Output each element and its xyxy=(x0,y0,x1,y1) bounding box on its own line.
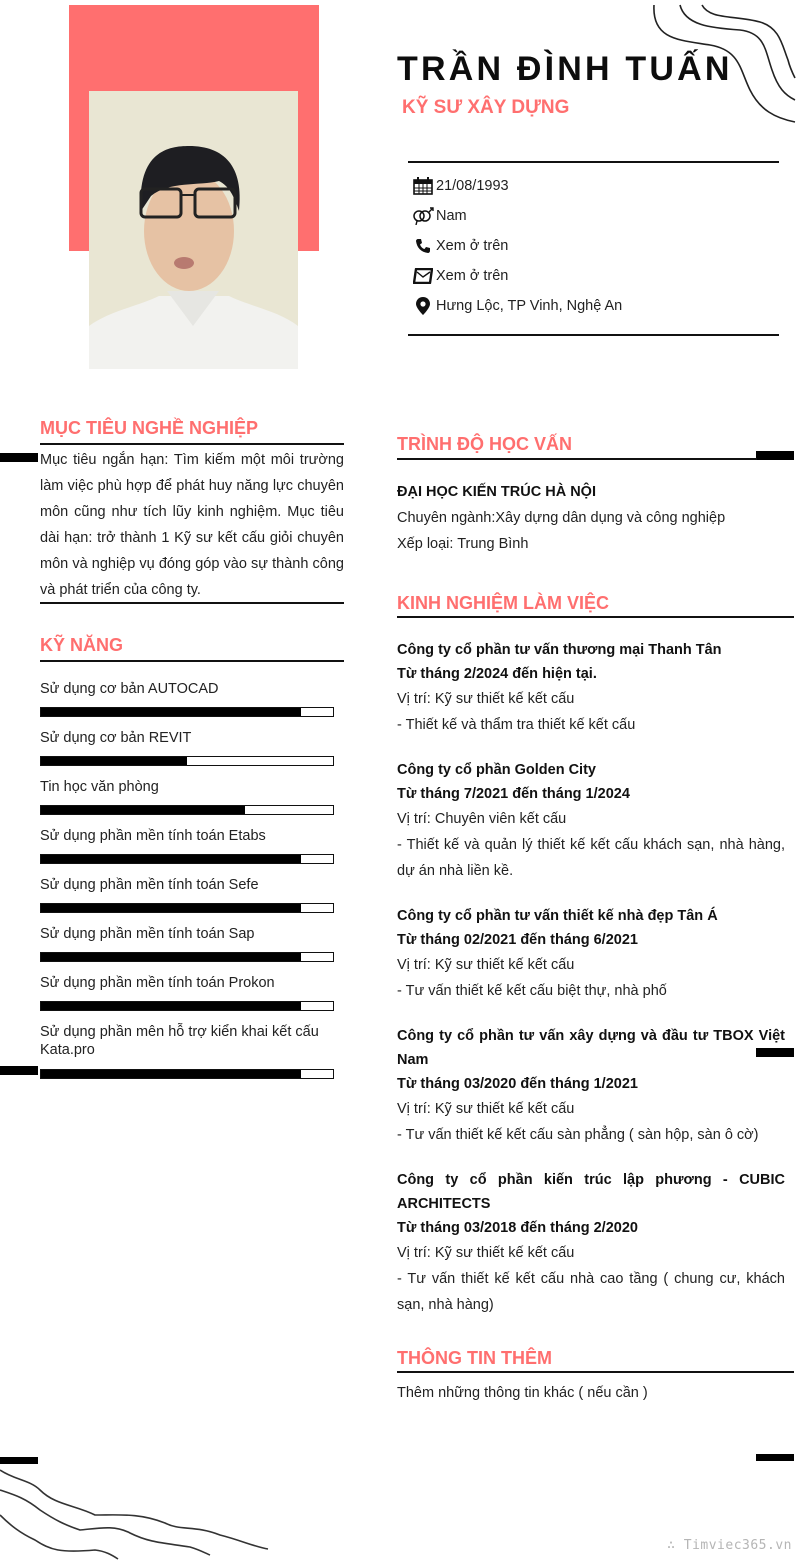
additional-text: Thêm những thông tin khác ( nếu cần ) xyxy=(397,1385,648,1401)
skill-level-bar xyxy=(40,1069,334,1079)
skill-level-bar xyxy=(40,854,334,864)
additional-title: THÔNG TIN THÊM xyxy=(397,1348,552,1368)
objective-title: MỤC TIÊU NGHỀ NGHIỆP xyxy=(40,418,259,438)
section-divider xyxy=(397,616,794,618)
contact-birthdate: 21/08/1993 xyxy=(412,177,509,195)
decorative-bar xyxy=(0,1066,38,1075)
section-divider xyxy=(40,602,344,604)
decorative-bar xyxy=(0,453,38,462)
experience-title: KINH NGHIỆM LÀM VIỆC xyxy=(397,593,610,613)
contact-phone: Xem ở trên xyxy=(412,237,508,255)
watermark: ∴ Timviec365.vn xyxy=(667,1538,792,1553)
experience-item: Công ty cổ phần Golden City Từ tháng 7/2021 đến tháng 1/2024 Vị trí: Chuyên viên kết cấu - Thiết kế và quản lý thiết kế kết cấu khách sạn, nhà hàng, dự án nhà liền kề. xyxy=(397,762,785,879)
major: Chuyên ngành:Xây dựng dân dụng và công nghiệp xyxy=(397,510,726,526)
skill-level-bar xyxy=(40,952,334,962)
decorative-waves-bottom xyxy=(0,1465,280,1562)
decorative-bar xyxy=(756,1454,794,1461)
skill-item: Sử dụng cơ bản AUTOCAD xyxy=(40,680,334,729)
school-name: ĐẠI HỌC KIẾN TRÚC HÀ NỘI xyxy=(397,484,596,500)
email-icon xyxy=(412,267,434,285)
section-divider xyxy=(397,458,757,460)
skill-item: Sử dụng phần mền tính toán Sap xyxy=(40,925,334,974)
experience-item: Công ty cổ phần tư vấn xây dựng và đầu tư TBOX Việt Nam Từ tháng 03/2020 đến tháng 1/2021 Vị trí: Kỹ sư thiết kế kết cấu - Tư vấn thiết kế kết cấu sàn phẳng ( sàn hộp, sàn ô cờ) xyxy=(397,1028,785,1143)
skill-item: Sử dụng phần mền tính toán Sefe xyxy=(40,876,334,925)
grade: Xếp loại: Trung Bình xyxy=(397,536,529,552)
contact-info xyxy=(408,161,779,336)
education-title: TRÌNH ĐỘ HỌC VẤN xyxy=(397,434,572,454)
location-pin-icon xyxy=(412,297,434,315)
skill-item: Sử dụng cơ bản REVIT xyxy=(40,729,334,778)
section-divider xyxy=(40,660,344,662)
contact-gender: Nam xyxy=(412,207,467,225)
experience-item: Công ty cổ phần tư vấn thương mại Thanh Tân Từ tháng 2/2024 đến hiện tại. Vị trí: Kỹ sư thiết kế kết cấu - Thiết kế và thẩm tra thiết kế kết cấu xyxy=(397,642,722,733)
gender-icon xyxy=(412,207,434,225)
contact-email: Xem ở trên xyxy=(412,267,508,285)
phone-icon xyxy=(412,237,434,255)
candidate-name: TRẦN ĐÌNH TUẤN xyxy=(397,50,733,88)
skill-level-bar xyxy=(40,756,334,766)
objective-text: Mục tiêu ngắn hạn: Tìm kiếm một môi trường làm việc phù hợp để phát huy năng lực chuyên môn cũng như tích lũy kinh nghiệm. Mục tiêu dài hạn: trở thành 1 Kỹ sư kết cấu giỏi chuyên môn và nghiệp vụ đóng góp vào sự thành công và phát triển của công ty. xyxy=(40,452,344,598)
skills-list xyxy=(40,680,334,1091)
skill-level-bar xyxy=(40,805,334,815)
experience-item: Công ty cổ phần kiến trúc lập phương - CUBIC ARCHITECTS Từ tháng 03/2018 đến tháng 2/2020 Vị trí: Kỹ sư thiết kế kết cấu - Tư vấn thiết kế kết cấu nhà cao tầng ( chung cư, khách sạn, nhà hàng) xyxy=(397,1172,785,1313)
experience-item: Công ty cổ phần tư vấn thiết kế nhà đẹp Tân Á Từ tháng 02/2021 đến tháng 6/2021 Vị trí: Kỹ sư thiết kế kết cấu - Tư vấn thiết kế kết cấu biệt thự, nhà phố xyxy=(397,908,718,999)
candidate-job-title: KỸ SƯ XÂY DỰNG xyxy=(402,97,570,118)
skill-level-bar xyxy=(40,903,334,913)
skill-item: Sử dụng phần mên hỗ trợ kiển khai kết cấu Kata.pro xyxy=(40,1023,334,1091)
decorative-bar xyxy=(756,451,794,460)
section-divider xyxy=(40,443,344,445)
section-divider xyxy=(397,1371,794,1373)
skill-item: Tin học văn phòng xyxy=(40,778,334,827)
education-entry xyxy=(397,479,785,557)
skill-item: Sử dụng phần mền tính toán Etabs xyxy=(40,827,334,876)
decorative-bar xyxy=(0,1457,38,1464)
skills-title: KỸ NĂNG xyxy=(40,635,124,655)
skill-level-bar xyxy=(40,1001,334,1011)
profile-photo xyxy=(89,91,298,369)
skill-item: Sử dụng phần mền tính toán Prokon xyxy=(40,974,334,1023)
skill-level-bar xyxy=(40,707,334,717)
calendar-icon xyxy=(412,177,434,195)
contact-address: Hưng Lộc, TP Vinh, Nghệ An xyxy=(412,297,622,315)
